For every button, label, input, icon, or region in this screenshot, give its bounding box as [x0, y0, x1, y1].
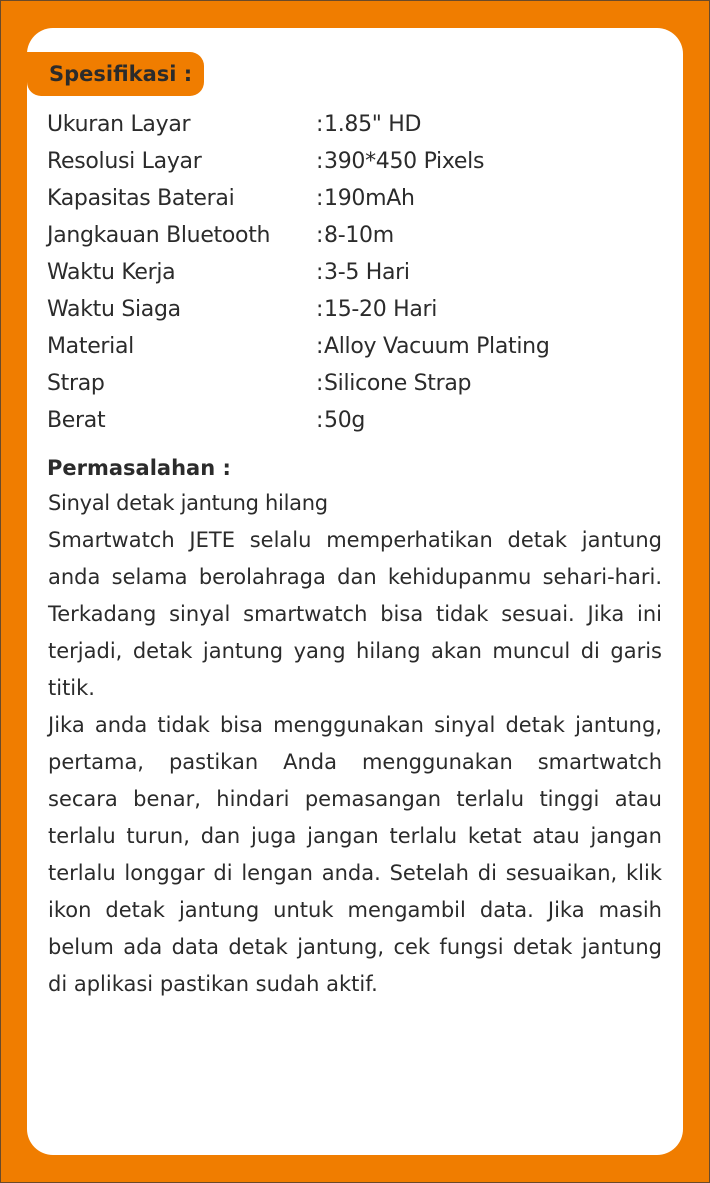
spec-separator: :: [316, 149, 324, 174]
problem-paragraph-2: Jika anda tidak bisa menggunakan sinyal detak jantung, pertama, pastikan Anda menggunakan smartwatch secara benar, hindari pemasangan terlalu tinggi atau terlalu turun, dan juga jangan terlalu ketat atau jangan terlalu longgar di lengan anda. Setelah di sesuaikan, klik ikon detak jantung untuk mengambil data. Jika masih belum ada data detak jantung, cek fungsi detak jantung di aplikasi pastikan sudah aktif.: [48, 713, 662, 996]
spec-separator: :: [316, 186, 324, 211]
spec-label: Ukuran Layar: [47, 112, 191, 137]
spec-row: [47, 217, 549, 254]
spec-label: Kapasitas Baterai: [47, 186, 235, 211]
spec-separator: :: [316, 408, 324, 433]
spec-label: Waktu Siaga: [47, 297, 181, 322]
spec-value: 190mAh: [324, 186, 415, 211]
spec-value: 15-20 Hari: [324, 297, 438, 322]
spec-value: 3-5 Hari: [324, 260, 410, 285]
spec-separator: :: [316, 334, 324, 359]
spec-label: Jangkauan Bluetooth: [47, 223, 271, 248]
spec-label: Berat: [47, 408, 106, 433]
spec-row: [47, 402, 549, 439]
spec-value: Alloy Vacuum Plating: [324, 334, 550, 359]
problem-heading: Permasalahan :: [47, 456, 231, 480]
spec-row: [47, 254, 549, 291]
problem-paragraph-1: Smartwatch JETE selalu memperhatikan detak jantung anda selama berolahraga dan kehidupanmu sehari-hari. Terkadang sinyal smartwatch bisa tidak sesuai. Jika ini terjadi, detak jantung yang hilang akan muncul di garis titik.: [48, 528, 662, 700]
spec-card: [27, 28, 683, 1155]
spec-separator: :: [316, 371, 324, 396]
spec-separator: :: [316, 260, 324, 285]
spec-value: Silicone Strap: [324, 371, 472, 396]
spec-value: 50g: [324, 408, 366, 433]
problem-body: [48, 485, 662, 1003]
spec-row: [47, 328, 549, 365]
spec-value: 390*450 Pixels: [324, 149, 485, 174]
spec-label: Material: [47, 334, 134, 359]
spec-label: Waktu Kerja: [47, 260, 176, 285]
spec-row: [47, 365, 549, 402]
spec-label: Strap: [47, 371, 105, 396]
spec-value: 8-10m: [324, 223, 394, 248]
spec-separator: :: [316, 297, 324, 322]
spec-separator: :: [316, 112, 324, 137]
spec-heading-badge: Spesifikasi :: [27, 52, 204, 96]
problem-subtitle: Sinyal detak jantung hilang: [48, 491, 328, 515]
spec-table: [47, 106, 549, 439]
spec-row: [47, 180, 549, 217]
spec-row: [47, 106, 549, 143]
spec-row: [47, 143, 549, 180]
spec-row: [47, 291, 549, 328]
spec-label: Resolusi Layar: [47, 149, 202, 174]
spec-value: 1.85" HD: [324, 112, 422, 137]
spec-separator: :: [316, 223, 324, 248]
